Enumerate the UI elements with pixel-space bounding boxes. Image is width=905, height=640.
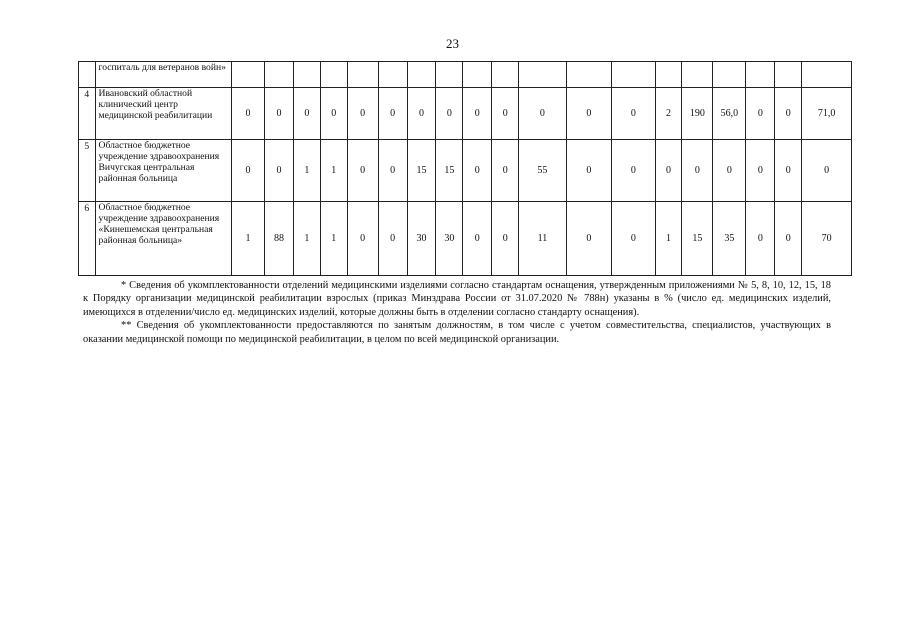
table-cell — [802, 62, 852, 88]
table-cell: 0 — [231, 140, 264, 202]
organization-name: Ивановский областной клинический центр медицинской реабилитации — [95, 88, 231, 140]
table-cell: 0 — [492, 140, 519, 202]
table-cell — [655, 62, 682, 88]
organization-name: Областное бюджетное учреждение здравоохранения Вичугская центральная районная больница — [95, 140, 231, 202]
table-cell: 0 — [655, 140, 682, 202]
table-row — [79, 62, 852, 88]
table-cell: 0 — [293, 88, 320, 140]
row-number: 5 — [79, 140, 96, 202]
table-cell: 1 — [293, 140, 320, 202]
row-number: 4 — [79, 88, 96, 140]
table-row — [79, 202, 852, 276]
table-cell: 0 — [682, 140, 713, 202]
table-cell — [463, 62, 492, 88]
table-cell: 0 — [347, 202, 378, 276]
table-cell — [775, 62, 802, 88]
organization-name: госпиталь для ветеранов войн» — [95, 62, 231, 88]
table-cell — [746, 62, 775, 88]
table-cell: 0 — [492, 202, 519, 276]
table-row — [79, 88, 852, 140]
page-number: 23 — [446, 36, 459, 51]
table-cell — [320, 62, 347, 88]
table-cell: 0 — [320, 88, 347, 140]
table-cell: 0 — [566, 202, 611, 276]
table-cell: 1 — [293, 202, 320, 276]
footnotes — [83, 279, 831, 346]
footnote-equipment: * Сведения об укомплектованности отделений медицинскими изделиями согласно стандартам оснащения, утвержденным приложениями № 5, 8, 10, 12, 15, 18 к Порядку организации медицинской реабилитации взрослых (приказ Минздрава России от 31.07.2020 № 788н) указаны в % (число ед. медицинских изделий, имеющихся в отделении/число ед. медицинских изделий, которые должны быть в отделении согласно стандарту оснащения). — [83, 280, 831, 318]
table-cell — [566, 62, 611, 88]
table-cell: 0 — [519, 88, 567, 140]
table-cell — [293, 62, 320, 88]
table-cell: 0 — [612, 202, 655, 276]
table-cell: 1 — [231, 202, 264, 276]
table-cell: 0 — [463, 202, 492, 276]
table-cell: 1 — [320, 140, 347, 202]
table-cell: 0 — [802, 140, 852, 202]
table-cell — [231, 62, 264, 88]
table-cell: 0 — [231, 88, 264, 140]
table-cell: 71,0 — [802, 88, 852, 140]
table-cell: 56,0 — [713, 88, 746, 140]
table-cell: 0 — [347, 140, 378, 202]
table-cell: 0 — [566, 140, 611, 202]
table-cell: 0 — [265, 88, 294, 140]
organization-name: Областное бюджетное учреждение здравоохранения «Кинешемская центральная районная больница» — [95, 202, 231, 276]
row-number — [79, 62, 96, 88]
table-cell: 0 — [463, 88, 492, 140]
table-cell: 0 — [746, 202, 775, 276]
table-cell — [713, 62, 746, 88]
row-number: 6 — [79, 202, 96, 276]
table-row — [79, 140, 852, 202]
table-cell: 0 — [436, 88, 463, 140]
table-cell: 0 — [347, 88, 378, 140]
table-cell: 1 — [320, 202, 347, 276]
table-body — [79, 62, 852, 276]
table-cell — [265, 62, 294, 88]
table-cell: 70 — [802, 202, 852, 276]
table-cell: 0 — [746, 140, 775, 202]
table-cell: 0 — [612, 140, 655, 202]
table-cell: 0 — [612, 88, 655, 140]
table-cell — [519, 62, 567, 88]
table-cell: 0 — [378, 140, 407, 202]
table-cell: 0 — [265, 140, 294, 202]
table-cell: 2 — [655, 88, 682, 140]
table-cell: 0 — [775, 202, 802, 276]
table-cell — [347, 62, 378, 88]
table-cell: 15 — [436, 140, 463, 202]
footnote-staffing: ** Сведения об укомплектованности предоставляются по занятым должностям, в том числе с учетом совместительства, специалистов, участвующих в оказании медицинской помощи по медицинской реабилитации, в целом по всей медицинской организации. — [83, 320, 831, 345]
table-cell: 0 — [378, 88, 407, 140]
table-cell: 11 — [519, 202, 567, 276]
table-cell — [682, 62, 713, 88]
table-cell: 15 — [407, 140, 436, 202]
table-cell — [612, 62, 655, 88]
table-cell: 0 — [407, 88, 436, 140]
table-cell — [407, 62, 436, 88]
table-cell: 0 — [713, 140, 746, 202]
table-cell — [378, 62, 407, 88]
table-cell: 0 — [463, 140, 492, 202]
table-cell: 30 — [407, 202, 436, 276]
table-cell: 0 — [378, 202, 407, 276]
table-cell: 0 — [746, 88, 775, 140]
table-cell — [492, 62, 519, 88]
table-cell: 0 — [492, 88, 519, 140]
table-cell: 30 — [436, 202, 463, 276]
table-cell: 1 — [655, 202, 682, 276]
table-cell: 0 — [775, 140, 802, 202]
table-cell — [436, 62, 463, 88]
report-table — [78, 61, 852, 276]
table-cell: 190 — [682, 88, 713, 140]
table-cell: 55 — [519, 140, 567, 202]
table-cell: 35 — [713, 202, 746, 276]
table-cell: 15 — [682, 202, 713, 276]
table-cell: 0 — [775, 88, 802, 140]
table-cell: 0 — [566, 88, 611, 140]
table-cell: 88 — [265, 202, 294, 276]
